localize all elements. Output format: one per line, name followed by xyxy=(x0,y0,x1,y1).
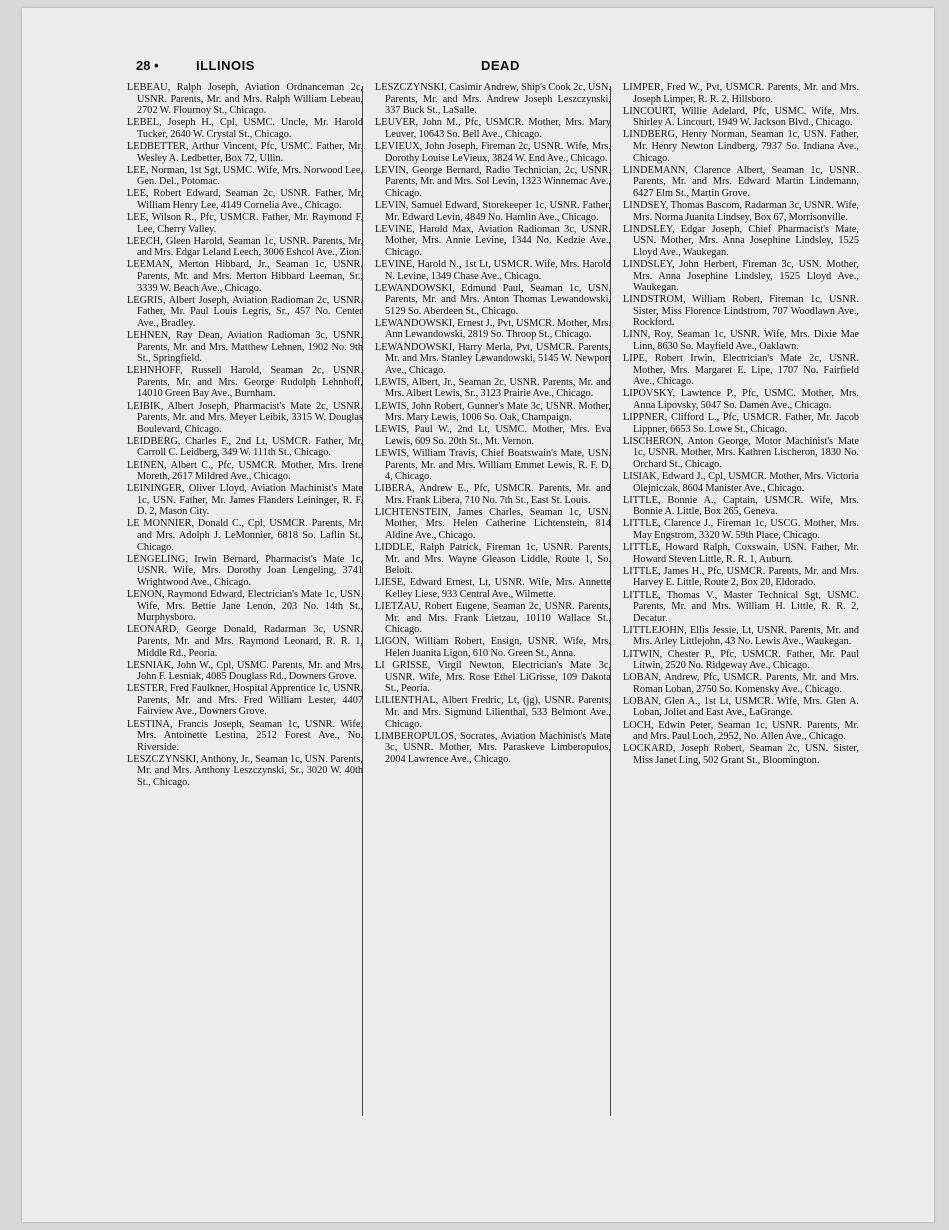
casualty-entry: LEDBETTER, Arthur Vincent, Pfc, USMC. Father, Mr. Wesley A. Ledbetter, Box 72, Ullin. xyxy=(127,140,363,164)
casualty-entry: LEBEAU, Ralph Joseph, Aviation Ordnanceman 2c, USNR. Parents, Mr. and Mrs. Ralph William Lebeau, 2702 W. Flournoy St., Chicago. xyxy=(127,82,363,117)
casualty-entry: LEVIEUX, John Joseph, Fireman 2c, USNR. Wife, Mrs. Dorothy Louise LeVieux, 3824 W. End Ave., Chicago. xyxy=(375,140,611,164)
casualty-entry: LESTER, Fred Faulkner, Hospital Apprentice 1c, USNR. Parents, Mr. and Mrs. Fred William Lester, 4407 Fairview Ave., Downers Grove. xyxy=(127,683,363,718)
casualty-entry: LEIBIK, Albert Joseph, Pharmacist's Mate 2c, USNR. Parents, Mr. and Mrs. Meyer Leibik, 3315 W. Douglas Boulevard, Chicago. xyxy=(127,400,363,435)
casualty-entry: LEECH, Gleen Harold, Seaman 1c, USNR. Parents, Mr. and Mrs. Edgar Leland Leech, 3006 Eshcol Ave., Zion. xyxy=(127,235,363,259)
casualty-entry: LESZCZYNSKI, Casimir Andrew, Ship's Cook 2c, USN. Parents, Mr. and Mrs. Andrew Joseph Leszczynski, 337 Buck St., LaSalle. xyxy=(375,82,611,117)
casualty-entry: LOCKARD, Joseph Robert, Seaman 2c, USN. Sister, Miss Janet Ling, 502 Grant St., Bloomington. xyxy=(623,743,859,766)
casualty-entry: LEE, Norman, 1st Sgt, USMC. Wife, Mrs. Norwood Lee, Gen. Del., Potomac. xyxy=(127,164,363,188)
casualty-entry: LESZCZYNSKI, Anthony, Jr., Seaman 1c, USN. Parents, Mr. and Mrs. Anthony Leszczynski, Sr., 3020 W. 40th St., Chicago. xyxy=(127,753,363,789)
header-bullet: • xyxy=(154,58,159,73)
casualty-entry: LINDEMANN, Clarence Albert, Seaman 1c, USNR. Parents, Mr. and Mrs. Edward Martin Lindemann, 6427 Elm St., Martin Grove. xyxy=(623,164,859,199)
page-number-text: 28 xyxy=(136,58,151,73)
casualty-entry: LIMBEROPULOS, Socrates, Aviation Machinist's Mate 3c, USNR. Mother, Mrs. Paraskeve Limberopulos, 2004 Lawrence Ave., Chicago. xyxy=(375,730,611,765)
casualty-entry: LEWANDOWSKI, Harry Merla, Pvt, USMCR. Parents, Mr. and Mrs. Stanley Lewandowski, 5145 W. Newport Ave., Chicago. xyxy=(375,341,611,376)
column-3 xyxy=(623,82,859,767)
casualty-entry: LITTLE, James H., Pfc, USMCR. Parents, Mr. and Mrs. Harvey E. Little, Route 2, Box 20, Eldorado. xyxy=(623,565,859,589)
casualty-entry: LITTLEJOHN, Ellis Jessie, Lt, USNR. Parents, Mr. and Mrs. Arley Littlejohn, 43 No. Lewis Ave., Waukegan. xyxy=(623,624,859,648)
state-name: ILLINOIS xyxy=(196,58,255,73)
casualty-entry: LEHNEN, Ray Dean, Aviation Radioman 3c, USNR. Parents, Mr. and Mrs. Matthew Lehnen, 1902 No. 9th St., Springfield. xyxy=(127,329,363,365)
casualty-entry: LILIENTHAL, Albert Fredric, Lt, (jg), USNR. Parents, Mr. and Mrs. Sigmund Lilienthal, 533 Belmont Ave., Chicago. xyxy=(375,695,611,730)
casualty-entry: LISIAK, Edward J., Cpl, USMCR. Mother, Mrs. Victoria Olejniczak, 8604 Manister Ave., Chicago. xyxy=(623,471,859,494)
casualty-entry: LEBEL, Joseph H., Cpl, USMC. Uncle, Mr. Harold Tucker, 2640 W. Crystal St., Chicago. xyxy=(127,117,363,140)
casualty-entry: LESNIAK, John W., Cpl, USMC. Parents, Mr. and Mrs. John F. Lesniak, 4085 Douglass Rd., Downers Grove. xyxy=(127,659,363,683)
casualty-entry: LEE, Robert Edward, Seaman 2c, USNR. Father, Mr. William Henry Lee, 4149 Cornelia Ave., Chicago. xyxy=(127,188,363,211)
casualty-entry: LEONARD, George Donald, Radarman 3c, USNR. Parents, Mr. and Mrs. Raymond Leonard, R. R. 1, Middle Rd., Peoria. xyxy=(127,624,363,659)
casualty-entry: LIBERA, Andrew E., Pfc, USMCR. Parents, Mr. and Mrs. Frank Libera, 710 No. 7th St., East St. Louis. xyxy=(375,483,611,506)
casualty-entry: LIPPNER, Clifford L., Pfc, USMCR. Father, Mr. Jacob Lippner, 6653 So. Lowe St., Chicago. xyxy=(623,412,859,435)
casualty-entry: LEVIN, Samuel Edward, Storekeeper 1c, USNR. Father, Mr. Edward Levin, 4849 No. Hamlin Ave., Chicago. xyxy=(375,199,611,223)
casualty-entry: LENGELING, Irwin Bernard, Pharmacist's Mate 1c, USNR. Wife, Mrs. Dorothy Joan Lengeling, 3741 Wrightwood Ave., Chicago. xyxy=(127,553,363,588)
casualty-entry: LITTLE, Howard Ralph, Coxswain, USN. Father, Mr. Howard Steven Little, R. R. 1, Auburn. xyxy=(623,542,859,565)
casualty-entry: LIESE, Edward Ernest, Lt, USNR. Wife, Mrs. Annette Kelley Liese, 933 Central Ave., Wilmette. xyxy=(375,577,611,601)
casualty-entry: LEGRIS, Albert Joseph, Aviation Radioman 2c, USNR. Father, Mr. Paul Louis Legris, Sr., 457 No. Center Ave., Bradley. xyxy=(127,294,363,329)
document-page xyxy=(22,8,934,1222)
casualty-entry: LIPOVSKY, Lawtence P., Pfc, USMC. Mother, Mrs. Anna Lipovsky, 5047 So. Damen Ave., Chicago. xyxy=(623,388,859,412)
casualty-entry: LESTINA, Francis Joseph, Seaman 1c, USNR. Wife, Mrs. Antoinette Lestina, 2512 Forest Ave., No. Riverside. xyxy=(127,718,363,753)
casualty-entry: LEWIS, William Travis, Chief Boatswain's Mate, USN. Parents, Mr. and Mrs. William Emmet Lewis, R. F. D. 4, Chicago. xyxy=(375,447,611,483)
casualty-entry: LEWANDOWSKI, Ernest J., Pvt, USMCR. Mother, Mrs. Ann Lewandowski, 2819 So. Throop St., Chicago. xyxy=(375,317,611,341)
casualty-entry: LINCOURT, Willie Adelard, Pfc, USMC. Wife, Mrs. Shirley A. Lincourt, 1949 W. Jackson Blvd., Chicago. xyxy=(623,105,859,129)
casualty-entry: LEWIS, Paul W., 2nd Lt, USMC. Mother, Mrs. Eva Lewis, 609 So. 20th St., Mt. Vernon. xyxy=(375,424,611,447)
casualty-entry: LOBAN, Glen A., 1st Lt, USMCR. Wife, Mrs. Glen A. Loban, Joliet and East Ave., LaGrange. xyxy=(623,695,859,719)
casualty-entry: LE MONNIER, Donald C., Cpl, USMCR. Parents, Mr. and Mrs. Adolph J. LeMonnier, 6818 So. Laflin St., Chicago. xyxy=(127,518,363,553)
casualty-entry: LISCHERON, Anton George, Motor Machinist's Mate 1c, USNR. Mother, Mrs. Kathren Lischeron, 1830 No. Orchard St., Chicago. xyxy=(623,435,859,470)
casualty-entry: LINDSLEY, Edgar Joseph, Chief Pharmacist's Mate, USN. Mother, Mrs. Anna Josephine Lindsley, 1525 Lloyd Ave., Waukegan. xyxy=(623,223,859,258)
casualty-entry: LEIDBERG, Charles F., 2nd Lt, USMCR. Father, Mr. Carroll C. Leidberg, 349 W. 111th St., Chicago. xyxy=(127,435,363,459)
casualty-entry: LIPE, Robert Irwin, Electrician's Mate 2c, USNR. Mother, Mrs. Margaret E. Lipe, 1707 No. Fairfield Ave., Chicago. xyxy=(623,353,859,388)
column-2 xyxy=(375,82,611,766)
casualty-entry: LEUVER, John M., Pfc, USMCR. Mother, Mrs. Mary Leuver, 10643 So. Bell Ave., Chicago. xyxy=(375,117,611,140)
casualty-entry: LEVINE, Harold N., 1st Lt, USMCR. Wife, Mrs. Harold N. Levine, 1349 Chase Ave., Chicago. xyxy=(375,258,611,282)
column-1 xyxy=(127,82,363,789)
casualty-entry: LEINEN, Albert C., Pfc, USMCR. Mother, Mrs. Irene Moreth, 2617 Mildred Ave., Chicago. xyxy=(127,459,363,483)
casualty-entry: LEWIS, John Robert, Gunner's Mate 3c, USNR. Mother, Mrs. Mary Lewis, 1006 So. Oak, Champaign. xyxy=(375,400,611,424)
casualty-entry: LEHNHOFF, Russell Harold, Seaman 2c, USNR. Parents, Mr. and Mrs. George Rudolph Lehnhoff, 14010 Green Bay Ave., Burnham. xyxy=(127,365,363,400)
casualty-entry: LINDSEY, Thomas Bascom, Radarman 3c, USNR. Wife, Mrs. Norma Juanita Lindsey, Box 67, Morrisonville. xyxy=(623,199,859,223)
casualty-entry: LOCH, Edwin Peter, Seaman 1c, USNR. Parents, Mr. and Mrs. Paul Loch, 2952, No. Allen Ave., Chicago. xyxy=(623,719,859,743)
casualty-entry: LINDSTROM, William Robert, Fireman 1c, USNR. Sister, Miss Florence Lindstrom, 707 Woodlawn Ave., Rockford. xyxy=(623,294,859,329)
page-title: DEAD xyxy=(481,58,520,73)
casualty-entry: LEININGER, Oliver Lloyd, Aviation Machinist's Mate 1c, USN. Father, Mr. James Flanders Leininger, R. F. D. 2, Mason City. xyxy=(127,483,363,518)
casualty-entry: LIDDLE, Ralph Patrick, Fireman 1c, USNR. Parents, Mr. and Mrs. Wayne Gleason Liddle, Route 1, So. Beloit. xyxy=(375,542,611,577)
casualty-entry: LEWIS, Albert, Jr., Seaman 2c, USNR. Parents, Mr. and Mrs. Albert Lewis, Sr., 3123 Prairie Ave., Chicago. xyxy=(375,376,611,400)
casualty-entry: LEE, Wilson R., Pfc, USMCR. Father, Mr. Raymond F. Lee, Cherry Valley. xyxy=(127,212,363,235)
casualty-entry: LENON, Raymond Edward, Electrician's Mate 1c, USN. Wife, Mrs. Bettie Jane Lenon, 203 No. 14th St., Murphysboro. xyxy=(127,589,363,624)
casualty-entry: LEVINE, Harold Max, Aviation Radioman 3c, USNR. Mother, Mrs. Annie Levine, 1344 No. Kedzie Ave., Chicago. xyxy=(375,223,611,258)
casualty-entry: LINN, Roy, Seaman 1c, USNR. Wife, Mrs. Dixie Mae Linn, 8630 So. Mayfield Ave., Oaklawn. xyxy=(623,329,859,353)
page-number xyxy=(136,58,159,73)
casualty-entry: LIMPER, Fred W., Pvt, USMCR. Parents, Mr. and Mrs. Joseph Limper, R. R. 2, Hillsboro. xyxy=(623,82,859,105)
casualty-entry: LOBAN, Andrew, Pfc, USMCR. Parents, Mr. and Mrs. Roman Loban, 2750 So. Komensky Ave., Chicago. xyxy=(623,672,859,695)
casualty-entry: LITWIN, Chester P., Pfc, USMCR. Father, Mr. Paul Litwin, 2520 No. Ridgeway Ave., Chicago. xyxy=(623,648,859,672)
casualty-entry: LEWANDOWSKI, Edmund Paul, Seaman 1c, USN. Parents, Mr. and Mrs. Anton Thomas Lewandowski, 5129 So. Aberdeen St., Chicago. xyxy=(375,282,611,317)
casualty-entry: LIETZAU, Robert Eugene, Seaman 2c, USNR. Parents, Mr. and Mrs. Frank Lietzau, 10110 Wallace St., Chicago. xyxy=(375,601,611,636)
casualty-entry: LINDSLEY, John Herbert, Fireman 3c, USN. Mother, Mrs. Anna Josephine Lindsley, 1525 Lloyd Ave., Waukegan. xyxy=(623,258,859,294)
casualty-entry: LITTLE, Bonnie A., Captain, USMCR. Wife, Mrs. Bonnie A. Little, Box 265, Geneva. xyxy=(623,494,859,518)
casualty-entry: LEVIN, George Bernard, Radio Technician, 2c, USNR. Parents, Mr. and Mrs. Sol Levin, 1323 Winnemac Ave., Chicago. xyxy=(375,164,611,199)
casualty-entry: LEEMAN, Merton Hibbard, Jr., Seaman 1c, USNR. Parents, Mr. and Mrs. Merton Hibbard Leeman, Sr., 3339 W. Beach Ave., Chicago. xyxy=(127,259,363,294)
casualty-entry: LITTLE, Clarence J., Fireman 1c, USCG. Mother, Mrs. May Engstrom, 3320 W. 59th Place, Chicago. xyxy=(623,518,859,542)
casualty-entry: LINDBERG, Henry Norman, Seaman 1c, USN. Father, Mr. Henry Newton Lindberg, 7937 So. Indiana Ave., Chicago. xyxy=(623,129,859,164)
casualty-entry: LI GRISSE, Virgil Newton, Electrician's Mate 3c, USNR. Wife, Mrs. Rose Ethel LiGrisse, 109 Dakota St., Peoria. xyxy=(375,660,611,695)
casualty-entry: LICHTENSTEIN, James Charles, Seaman 1c, USN. Mother, Mrs. Helen Catherine Lichtenstein, 814 Aldine Ave., Chicago. xyxy=(375,506,611,542)
casualty-entry: LIGON, William Robert, Ensign, USNR. Wife, Mrs. Helen Juanita Ligon, 610 No. Green St., Anna. xyxy=(375,636,611,659)
casualty-entry: LITTLE, Thomas V., Master Technical Sgt, USMC. Parents, Mr. and Mrs. William H. Little, R. R. 2, Decatur. xyxy=(623,589,859,624)
page-header xyxy=(136,58,896,80)
